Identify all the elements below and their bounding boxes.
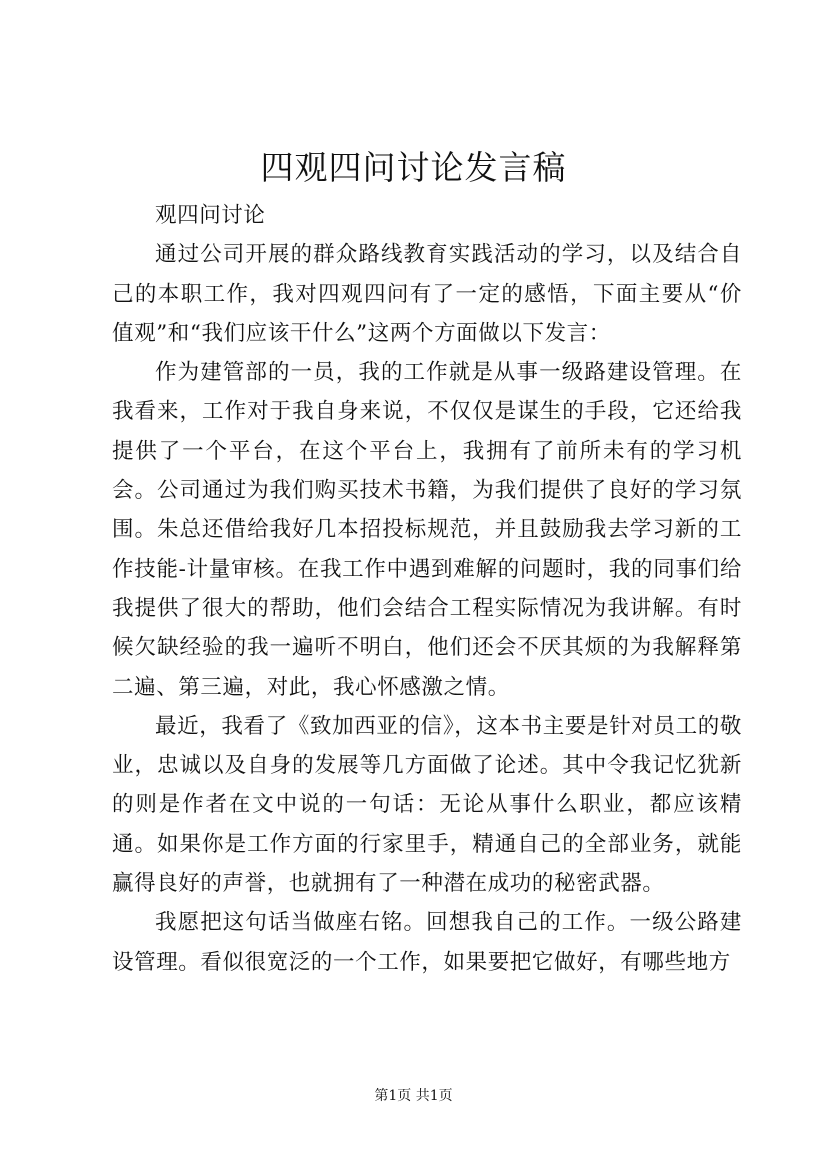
- page-footer: 第1页 共1页: [374, 1088, 453, 1104]
- paragraph-book-reflection: 最近，我看了《致加西亚的信》，这本书主要是针对员工的敬业，忠诚以及自身的发展等几方面做了论述。其中令我记忆犹新的则是作者在文中说的一句话：无论从事什么职业，都应该精通。如果你是工作方面的行家里手，精通自己的全部业务，就能赢得良好的声誉，也就拥有了一种潜在成功的秘密武器。: [112, 713, 742, 897]
- document-title: 四观四问讨论发言稿: [260, 148, 567, 187]
- paragraph-motto: 我愿把这句话当做座右铭。回想我自己的工作。一级公路建设管理。看似很宽泛的一个工作，如果要把它做好，有哪些地方: [112, 910, 742, 975]
- paragraph-work-experience: 作为建管部的一员，我的工作就是从事一级路建设管理。在我看来，工作对于我自身来说，不仅仅是谋生的手段，它还给我提供了一个平台，在这个平台上，我拥有了前所未有的学习机会。公司通过为我们购买技术书籍，为我们提供了良好的学习氛围。朱总还借给我好几本招投标规范，并且鼓励我去学习新的工作技能-计量审核。在我工作中遇到难解的问题时，我的同事们给我提供了很大的帮助，他们会结合工程实际情况为我讲解。有时候欠缺经验的我一遍听不明白，他们还会不厌其烦的为我解释第二遍、第三遍，对此，我心怀感激之情。: [112, 360, 742, 700]
- document-body: [112, 196, 742, 982]
- paragraph-subtitle: 观四问讨论: [155, 203, 266, 228]
- paragraph-intro: 通过公司开展的群众路线教育实践活动的学习，以及结合自己的本职工作，我对四观四问有了一定的感悟，下面主要从“价值观”和“我们应该干什么”这两个方面做以下发言：: [112, 242, 742, 346]
